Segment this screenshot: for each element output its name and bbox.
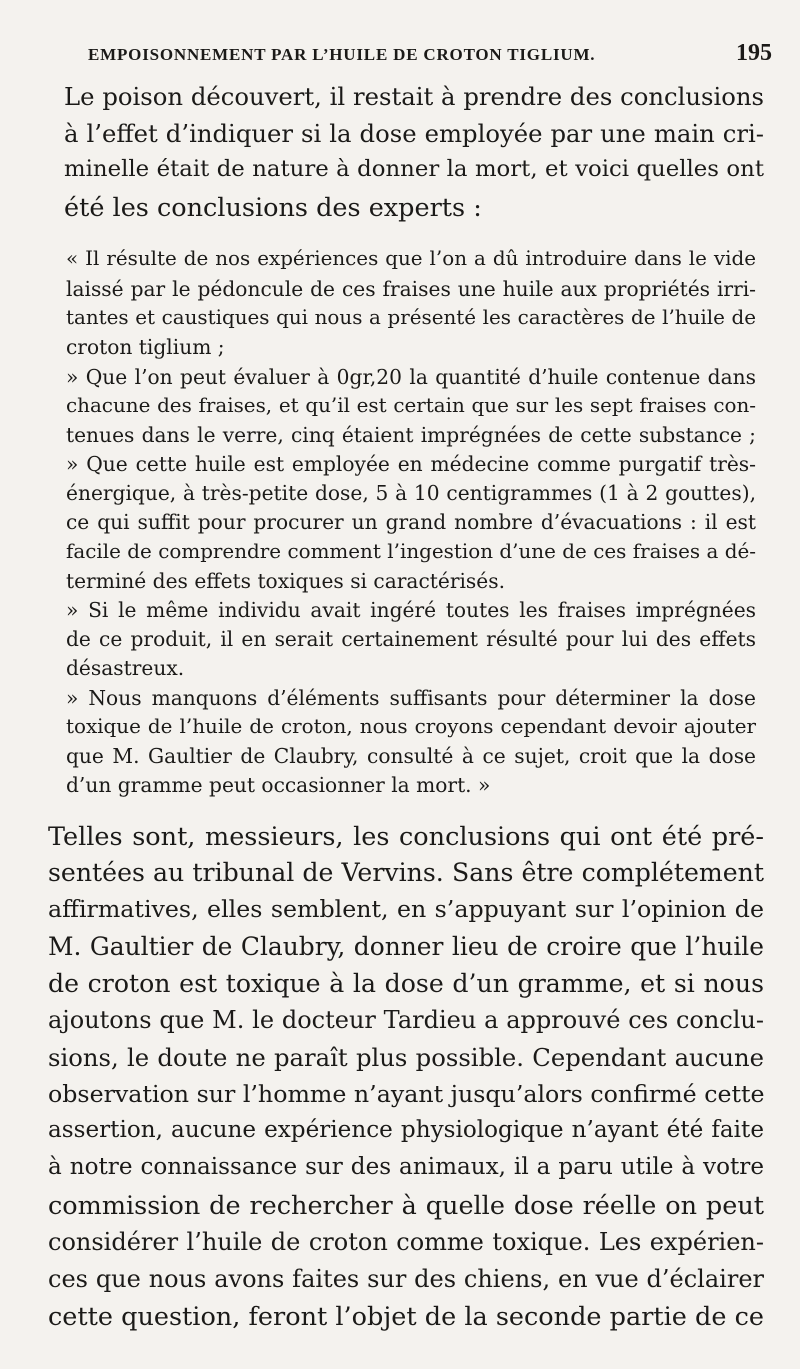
page-header xyxy=(88,40,772,74)
text-line: été les conclusions des experts : xyxy=(64,193,482,223)
quote-line: ce qui suffit pour procurer un grand nombre d’évacuations : il est xyxy=(66,510,756,534)
text-line: commission de rechercher à quelle dose réelle on peut xyxy=(48,1191,764,1221)
quote-line: » Que cette huile est employée en médecine comme purgatif très- xyxy=(66,452,756,476)
text-line: de croton est toxique à la dose d’un gramme, et si nous xyxy=(48,969,764,998)
text-line: ces que nous avons faites sur des chiens, en vue d’éclairer xyxy=(48,1265,764,1293)
page-number: 195 xyxy=(736,40,772,66)
text-line: Telles sont, messieurs, les conclusions qui ont été pré- xyxy=(48,822,764,852)
text-line: sions, le doute ne paraît plus possible. Cependant aucune xyxy=(48,1043,764,1072)
quote-line: » Que l’on peut évaluer à 0gr,20 la quantité d’huile contenue dans xyxy=(66,365,756,389)
text-line: assertion, aucune expérience physiologique n’ayant été faite xyxy=(48,1117,764,1143)
quote-line: facile de comprendre comment l’ingestion d’une de ces fraises a dé- xyxy=(66,540,756,563)
text-line: ajoutons que M. le docteur Tardieu a approuvé ces conclu- xyxy=(48,1006,764,1034)
quote-line: d’un gramme peut occasionner la mort. » xyxy=(66,773,491,797)
quote-line: désastreux. xyxy=(66,656,185,680)
text-line: affirmatives, elles semblent, en s’appuyant sur l’opinion de xyxy=(48,895,764,923)
quote-line: tenues dans le verre, cinq étaient imprégnées de cette substance ; xyxy=(66,423,756,447)
quote-line: toxique de l’huile de croton, nous croyons cependant devoir ajouter xyxy=(66,715,756,738)
quote-line: que M. Gaultier de Claubry, consulté à ce sujet, croit que la dose xyxy=(66,744,756,768)
quote-line: « Il résulte de nos expériences que l’on a dû introduire dans le vide xyxy=(66,247,756,270)
text-line: observation sur l’homme n’ayant jusqu’alors confirmé cette xyxy=(48,1080,765,1108)
text-line: considérer l’huile de croton comme toxique. Les expérien- xyxy=(48,1228,764,1256)
text-line: à l’effet d’indiquer si la dose employée par une main cri- xyxy=(64,119,764,148)
text-line: M. Gaultier de Claubry, donner lieu de croire que l’huile xyxy=(48,932,764,961)
quote-line: » Si le même individu avait ingéré toutes les fraises imprégnées xyxy=(66,598,756,622)
quote-line: croton tiglium ; xyxy=(66,335,225,359)
text-line: cette question, feront l’objet de la seconde partie de ce xyxy=(48,1302,764,1332)
text-line: sentées au tribunal de Vervins. Sans être complétement xyxy=(48,858,764,887)
quote-line: de ce produit, il en serait certainement résulté pour lui des effets xyxy=(66,627,756,651)
quote-line: chacune des fraises, et qu’il est certain que sur les sept fraises con- xyxy=(66,394,756,417)
quote-line: tantes et caustiques qui nous a présenté les caractères de l’huile de xyxy=(66,306,756,329)
text-line: minelle était de nature à donner la mort, et voici quelles ont xyxy=(64,156,764,182)
quote-line: énergique, à très-petite dose, 5 à 10 centigrammes (1 à 2 gouttes), xyxy=(66,481,756,505)
quote-line: laissé par le pédoncule de ces fraises une huile aux propriétés irri- xyxy=(66,277,756,301)
quote-line: » Nous manquons d’éléments suffisants pour déterminer la dose xyxy=(66,686,756,710)
running-title: EMPOISONNEMENT PAR L’HUILE DE CROTON TIGLIUM. xyxy=(88,45,596,64)
text-line: à notre connaissance sur des animaux, il a paru utile à votre xyxy=(48,1154,764,1180)
text-line: Le poison découvert, il restait à prendre des conclusions xyxy=(64,82,764,111)
quote-line: terminé des effets toxiques si caractérisés. xyxy=(66,569,506,593)
